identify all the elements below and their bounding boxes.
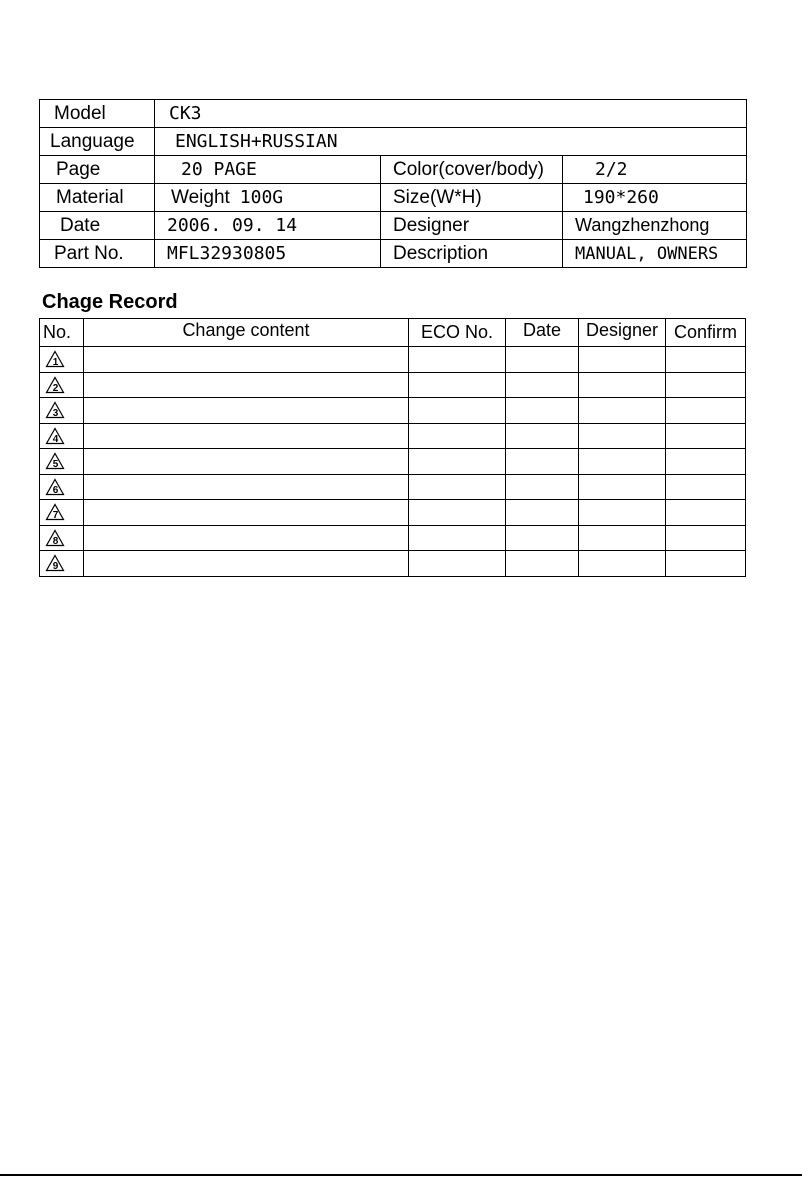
confirm-cell (666, 474, 746, 500)
change-content-cell (84, 347, 409, 373)
revision-triangle-icon (45, 350, 65, 368)
date-cell (506, 474, 579, 500)
confirm-cell (666, 423, 746, 449)
revision-number-cell (40, 500, 84, 526)
change-content-cell (84, 551, 409, 577)
revision-number: 1 (52, 357, 59, 369)
model-row (40, 100, 747, 128)
change-record-row (40, 423, 746, 449)
size-label: Size(W*H) (381, 184, 563, 212)
revision-number: 8 (52, 535, 59, 547)
revision-triangle-icon (45, 503, 65, 521)
designer-cell (579, 423, 666, 449)
change-content-cell (84, 398, 409, 424)
eco-no-cell (409, 347, 506, 373)
change-content-cell (84, 474, 409, 500)
date-label: Date (40, 212, 155, 240)
revision-number: 6 (52, 484, 59, 496)
revision-number-cell (40, 474, 84, 500)
designer-cell (579, 474, 666, 500)
revision-triangle-icon (45, 478, 65, 496)
revision-triangle-icon (45, 376, 65, 394)
date-cell (506, 551, 579, 577)
date-cell (506, 449, 579, 475)
revision-triangle-icon (45, 529, 65, 547)
confirm-cell (666, 347, 746, 373)
change-content-cell (84, 372, 409, 398)
header-date: Date (506, 319, 579, 347)
spec-table (39, 99, 747, 268)
description-label: Description (381, 240, 563, 268)
designer-cell (579, 525, 666, 551)
revision-triangle-icon (45, 554, 65, 572)
material-row (40, 184, 747, 212)
change-content-cell (84, 525, 409, 551)
eco-no-cell (409, 551, 506, 577)
revision-number: 3 (52, 408, 59, 420)
header-confirm: Confirm (666, 319, 746, 347)
partno-row (40, 240, 747, 268)
confirm-cell (666, 449, 746, 475)
model-label: Model (40, 100, 155, 128)
change-record-row (40, 372, 746, 398)
revision-number-cell (40, 525, 84, 551)
header-eco-no: ECO No. (409, 319, 506, 347)
color-value: 2/2 (563, 156, 747, 184)
change-content-cell (84, 423, 409, 449)
date-cell (506, 500, 579, 526)
eco-no-cell (409, 398, 506, 424)
change-record-title: Chage Record (42, 291, 178, 313)
weight-cell (155, 184, 381, 212)
color-label: Color(cover/body) (381, 156, 563, 184)
revision-number-cell (40, 423, 84, 449)
confirm-cell (666, 500, 746, 526)
date-cell (506, 347, 579, 373)
confirm-cell (666, 551, 746, 577)
designer-cell (579, 500, 666, 526)
change-record-body (40, 347, 746, 577)
revision-number: 2 (52, 382, 59, 394)
material-label: Material (40, 184, 155, 212)
page-value: 20 PAGE (155, 156, 381, 184)
designer-cell (579, 398, 666, 424)
date-cell (506, 423, 579, 449)
revision-triangle-icon (45, 427, 65, 445)
change-record-table (39, 318, 746, 577)
date-cell (506, 398, 579, 424)
date-value: 2006. 09. 14 (155, 212, 381, 240)
revision-triangle-icon (45, 452, 65, 470)
date-cell (506, 372, 579, 398)
partno-value: MFL32930805 (155, 240, 381, 268)
revision-number-cell (40, 449, 84, 475)
change-record-row (40, 449, 746, 475)
designer-label: Designer (381, 212, 563, 240)
date-row (40, 212, 747, 240)
page-row (40, 156, 747, 184)
designer-cell (579, 449, 666, 475)
weight-value: 100G (239, 186, 284, 208)
page-bottom-rule (0, 1174, 802, 1176)
change-record-row (40, 500, 746, 526)
designer-cell (579, 551, 666, 577)
header-change-content: Change content (84, 319, 409, 347)
revision-number: 5 (52, 459, 59, 471)
date-cell (506, 525, 579, 551)
change-record-row (40, 398, 746, 424)
designer-value: Wangzhenzhong (563, 212, 747, 240)
revision-number: 7 (52, 510, 59, 522)
language-value: ENGLISH+RUSSIAN (155, 128, 747, 156)
confirm-cell (666, 398, 746, 424)
revision-triangle-icon (45, 401, 65, 419)
change-record-row (40, 551, 746, 577)
confirm-cell (666, 525, 746, 551)
header-no: No. (40, 319, 84, 347)
change-content-cell (84, 449, 409, 475)
partno-label: Part No. (40, 240, 155, 268)
size-value: 190*260 (563, 184, 747, 212)
revision-number: 4 (52, 433, 59, 445)
change-content-cell (84, 500, 409, 526)
model-value: CK3 (155, 100, 747, 128)
revision-number-cell (40, 551, 84, 577)
description-value: MANUAL, OWNERS (563, 240, 747, 268)
change-record-header-row (40, 319, 746, 347)
change-record-row (40, 525, 746, 551)
change-record-row (40, 474, 746, 500)
designer-cell (579, 372, 666, 398)
confirm-cell (666, 372, 746, 398)
language-row (40, 128, 747, 156)
eco-no-cell (409, 500, 506, 526)
revision-number-cell (40, 372, 84, 398)
language-label: Language (40, 128, 155, 156)
weight-label: Weight (171, 186, 230, 208)
eco-no-cell (409, 525, 506, 551)
header-designer: Designer (579, 319, 666, 347)
revision-number: 9 (52, 561, 59, 573)
eco-no-cell (409, 423, 506, 449)
revision-number-cell (40, 398, 84, 424)
eco-no-cell (409, 449, 506, 475)
revision-number-cell (40, 347, 84, 373)
eco-no-cell (409, 372, 506, 398)
eco-no-cell (409, 474, 506, 500)
designer-cell (579, 347, 666, 373)
page-label: Page (40, 156, 155, 184)
change-record-row (40, 347, 746, 373)
